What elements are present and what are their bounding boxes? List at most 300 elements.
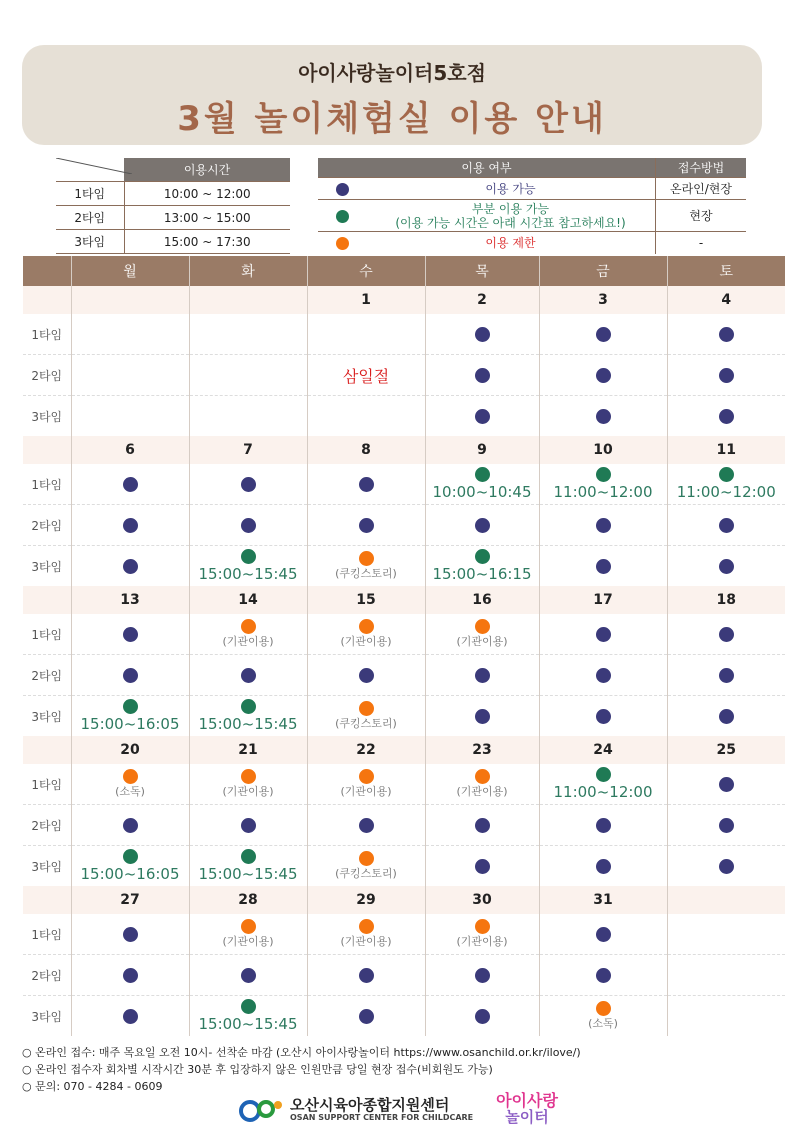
restriction-reason-text: (기관이용)	[222, 635, 274, 648]
slot-cell	[189, 764, 307, 805]
available-dot-icon	[596, 518, 611, 533]
restricted-dot-icon	[475, 919, 490, 934]
slot-cell	[189, 614, 307, 655]
date-cell: 24	[539, 736, 667, 764]
partial-dot-icon	[719, 467, 734, 482]
legend-dot-cell	[318, 178, 366, 200]
slot-cell	[425, 505, 539, 546]
legend-header: 이용 여부	[318, 158, 656, 178]
diagonal-corner	[56, 158, 124, 182]
partial-dot-icon	[475, 549, 490, 564]
slot-cell	[189, 355, 307, 396]
slot-cell	[71, 355, 189, 396]
slot-cell	[667, 314, 785, 355]
slot-row	[23, 764, 785, 805]
available-dot-icon	[123, 1009, 138, 1024]
slot-cell	[667, 355, 785, 396]
time-slot-name: 3타임	[56, 230, 124, 254]
date-cell: 9	[425, 436, 539, 464]
restricted-dot-icon	[359, 701, 374, 716]
date-cell: 22	[307, 736, 425, 764]
slot-label: 3타임	[23, 846, 71, 887]
date-cell: 27	[71, 886, 189, 914]
slot-cell	[667, 846, 785, 887]
method-header: 접수방법	[656, 158, 747, 178]
slot-cell	[307, 655, 425, 696]
slot-cell	[425, 846, 539, 887]
available-dot-icon	[123, 668, 138, 683]
available-dot-icon	[596, 627, 611, 642]
date-cell: 6	[71, 436, 189, 464]
restricted-dot-icon	[241, 769, 256, 784]
slot-label: 1타임	[23, 764, 71, 805]
slot-label: 2타임	[23, 805, 71, 846]
slot-row	[23, 996, 785, 1037]
restriction-reason-text: (기관이용)	[456, 635, 508, 648]
available-dot-icon	[596, 968, 611, 983]
slot-label: 1타임	[23, 314, 71, 355]
available-dot-icon	[359, 518, 374, 533]
slot-cell	[667, 505, 785, 546]
slot-row	[23, 655, 785, 696]
slot-cell	[71, 396, 189, 437]
available-time-text: 11:00~12:00	[553, 783, 653, 801]
slot-row	[23, 396, 785, 437]
date-cell: 16	[425, 586, 539, 614]
slot-cell	[189, 396, 307, 437]
slot-cell	[667, 546, 785, 587]
slot-label: 1타임	[23, 464, 71, 505]
available-time-text: 15:00~15:45	[198, 565, 298, 583]
available-dot-icon	[241, 968, 256, 983]
available-dot-icon	[475, 968, 490, 983]
slot-row	[23, 314, 785, 355]
slot-row	[23, 464, 785, 505]
available-dot-icon	[123, 477, 138, 492]
restriction-reason-text: (기관이용)	[222, 785, 274, 798]
slot-cell	[667, 805, 785, 846]
slot-cell	[307, 696, 425, 737]
available-dot-icon	[475, 368, 490, 383]
slot-cell	[539, 996, 667, 1037]
time-table-header: 이용시간	[124, 158, 290, 182]
available-time-text: 11:00~12:00	[676, 483, 776, 501]
availability-legend	[318, 158, 746, 254]
available-dot-icon	[596, 327, 611, 342]
slot-cell	[189, 696, 307, 737]
slot-cell	[71, 505, 189, 546]
slot-row	[23, 546, 785, 587]
slot-cell	[425, 914, 539, 955]
restriction-reason-text: (기관이용)	[222, 935, 274, 948]
slot-cell	[425, 655, 539, 696]
available-time-text: 15:00~15:45	[198, 865, 298, 883]
slot-label: 2타임	[23, 355, 71, 396]
available-dot-icon	[241, 477, 256, 492]
available-dot-icon	[719, 777, 734, 792]
available-time-text: 15:00~16:05	[80, 715, 180, 733]
osan-logo-icon	[238, 1096, 284, 1124]
available-dot-icon	[123, 968, 138, 983]
available-dot-icon	[123, 559, 138, 574]
slot-cell	[189, 655, 307, 696]
available-dot-icon	[336, 183, 349, 196]
restricted-dot-icon	[359, 769, 374, 784]
time-slot-name: 1타임	[56, 182, 124, 206]
restriction-reason-text: (소독)	[588, 1017, 618, 1030]
slot-cell	[539, 846, 667, 887]
available-dot-icon	[596, 709, 611, 724]
slot-cell	[189, 314, 307, 355]
slot-label: 1타임	[23, 914, 71, 955]
available-dot-icon	[123, 927, 138, 942]
weekday-header: 화	[189, 256, 307, 286]
slot-cell	[189, 505, 307, 546]
weekday-header: 금	[539, 256, 667, 286]
partial-dot-icon	[241, 849, 256, 864]
available-dot-icon	[241, 818, 256, 833]
partial-dot-icon	[123, 849, 138, 864]
restriction-reason-text: (기관이용)	[456, 935, 508, 948]
partial-dot-icon	[241, 999, 256, 1014]
slot-label: 2타임	[23, 655, 71, 696]
slot-cell	[425, 546, 539, 587]
date-row-corner	[23, 436, 71, 464]
date-cell: 30	[425, 886, 539, 914]
available-dot-icon	[359, 968, 374, 983]
legend-method-partial: 현장	[656, 200, 747, 232]
partial-dot-icon	[596, 467, 611, 482]
slot-row	[23, 614, 785, 655]
corner-header	[23, 256, 71, 286]
date-cell: 3	[539, 286, 667, 314]
available-dot-icon	[596, 368, 611, 383]
date-cell: 31	[539, 886, 667, 914]
available-time-text: 15:00~15:45	[198, 715, 298, 733]
slot-cell	[307, 314, 425, 355]
partial-dot-icon	[475, 467, 490, 482]
available-dot-icon	[719, 518, 734, 533]
restricted-dot-icon	[475, 619, 490, 634]
slot-cell	[667, 696, 785, 737]
legend-dot-cell	[318, 232, 366, 254]
available-dot-icon	[241, 518, 256, 533]
calendar-table	[23, 256, 785, 1036]
slot-cell	[71, 805, 189, 846]
legend-label-available: 이용 가능	[366, 178, 656, 200]
slot-cell	[189, 464, 307, 505]
available-dot-icon	[359, 668, 374, 683]
available-dot-icon	[475, 668, 490, 683]
osan-logo-english: OSAN SUPPORT CENTER FOR CHILDCARE	[290, 1113, 474, 1122]
partial-dot-icon	[241, 549, 256, 564]
weekday-header: 수	[307, 256, 425, 286]
restriction-reason-text: (소독)	[115, 785, 145, 798]
date-row-corner	[23, 736, 71, 764]
slot-cell	[307, 396, 425, 437]
date-row-corner	[23, 586, 71, 614]
slot-cell	[425, 955, 539, 996]
slot-cell	[425, 764, 539, 805]
slot-cell	[539, 314, 667, 355]
available-dot-icon	[719, 859, 734, 874]
slot-row	[23, 846, 785, 887]
date-cell: 29	[307, 886, 425, 914]
slot-cell	[189, 546, 307, 587]
available-dot-icon	[596, 409, 611, 424]
footer-notes	[22, 1044, 581, 1095]
available-dot-icon	[241, 668, 256, 683]
slot-cell	[71, 655, 189, 696]
slot-label: 3타임	[23, 396, 71, 437]
available-dot-icon	[475, 1009, 490, 1024]
date-cell: 21	[189, 736, 307, 764]
restricted-dot-icon	[241, 919, 256, 934]
available-dot-icon	[719, 327, 734, 342]
slot-cell	[425, 396, 539, 437]
legend-method-restricted: -	[656, 232, 747, 254]
slot-cell	[71, 314, 189, 355]
slot-cell	[667, 955, 785, 996]
date-row-corner	[23, 286, 71, 314]
slot-cell	[539, 355, 667, 396]
available-time-text: 15:00~16:05	[80, 865, 180, 883]
page-subtitle: 아이사랑놀이터5호점	[298, 61, 486, 85]
slot-label: 2타임	[23, 955, 71, 996]
weekday-header: 월	[71, 256, 189, 286]
date-cell	[189, 286, 307, 314]
restricted-dot-icon	[336, 237, 349, 250]
available-dot-icon	[475, 709, 490, 724]
restricted-dot-icon	[596, 1001, 611, 1016]
partial-dot-icon	[123, 699, 138, 714]
restriction-reason-text: (기관이용)	[340, 785, 392, 798]
date-row	[23, 586, 785, 614]
slot-cell	[71, 914, 189, 955]
slot-cell	[71, 996, 189, 1037]
available-dot-icon	[719, 368, 734, 383]
partial-dot-icon	[336, 210, 349, 223]
ilove-logo-line1: 아이사랑	[496, 1091, 558, 1110]
slot-cell	[539, 805, 667, 846]
slot-cell	[667, 396, 785, 437]
restricted-dot-icon	[241, 619, 256, 634]
available-dot-icon	[359, 477, 374, 492]
date-cell: 7	[189, 436, 307, 464]
slot-cell	[667, 464, 785, 505]
available-dot-icon	[123, 627, 138, 642]
available-dot-icon	[123, 818, 138, 833]
legend-method-available: 온라인/현장	[656, 178, 747, 200]
date-cell: 15	[307, 586, 425, 614]
slot-cell	[71, 764, 189, 805]
slot-cell	[71, 696, 189, 737]
slot-cell	[667, 764, 785, 805]
slot-label: 3타임	[23, 546, 71, 587]
footer-note: ○ 문의: 070 - 4284 - 0609	[22, 1080, 163, 1093]
slot-cell	[425, 805, 539, 846]
weekday-header-row	[23, 256, 785, 286]
available-dot-icon	[475, 818, 490, 833]
date-row	[23, 436, 785, 464]
weekday-header: 토	[667, 256, 785, 286]
slot-cell	[189, 914, 307, 955]
slot-row	[23, 505, 785, 546]
date-cell: 20	[71, 736, 189, 764]
footer-note: ○ 온라인 접수자 회차별 시작시간 30분 후 입장하지 않은 인원만큼 당일 현장 접수(비회원도 가능)	[22, 1063, 493, 1076]
date-cell: 1	[307, 286, 425, 314]
slot-cell	[307, 805, 425, 846]
date-cell: 23	[425, 736, 539, 764]
slot-row	[23, 955, 785, 996]
date-cell	[667, 886, 785, 914]
legend-label-partial	[366, 200, 656, 232]
slot-cell	[307, 996, 425, 1037]
restricted-dot-icon	[359, 851, 374, 866]
slot-row	[23, 355, 785, 396]
available-dot-icon	[359, 1009, 374, 1024]
slot-cell	[539, 614, 667, 655]
slot-cell	[539, 546, 667, 587]
slot-cell	[425, 355, 539, 396]
weekday-header: 목	[425, 256, 539, 286]
available-dot-icon	[596, 668, 611, 683]
slot-cell	[539, 696, 667, 737]
time-slot-name: 2타임	[56, 206, 124, 230]
available-time-text: 11:00~12:00	[553, 483, 653, 501]
partial-dot-icon	[596, 767, 611, 782]
date-cell: 28	[189, 886, 307, 914]
holiday-label: 삼일절	[342, 366, 390, 386]
slot-cell	[425, 996, 539, 1037]
restriction-reason-text: (쿠킹스토리)	[335, 717, 397, 730]
calendar-body	[23, 286, 785, 1036]
slot-row	[23, 914, 785, 955]
diagonal-line	[56, 158, 132, 174]
slot-cell	[307, 846, 425, 887]
slot-cell	[71, 464, 189, 505]
footer-note: ○ 온라인 접수: 매주 목요일 오전 10시- 선착순 마감 (오산시 아이사랑놀이터 https://www.osanchild.or.kr/ilove/)	[22, 1046, 581, 1059]
slot-cell	[189, 805, 307, 846]
available-dot-icon	[475, 409, 490, 424]
date-cell: 8	[307, 436, 425, 464]
slot-cell	[667, 614, 785, 655]
slot-cell	[539, 655, 667, 696]
title-banner	[22, 45, 762, 145]
restricted-dot-icon	[359, 619, 374, 634]
slot-cell	[71, 955, 189, 996]
date-row	[23, 736, 785, 764]
partial-dot-icon	[241, 699, 256, 714]
available-dot-icon	[596, 927, 611, 942]
available-time-text: 10:00~10:45	[432, 483, 532, 501]
slot-row	[23, 805, 785, 846]
slot-row	[23, 696, 785, 737]
available-dot-icon	[596, 859, 611, 874]
slot-cell	[307, 464, 425, 505]
slot-cell	[539, 914, 667, 955]
available-dot-icon	[719, 559, 734, 574]
date-cell: 18	[667, 586, 785, 614]
slot-cell	[667, 655, 785, 696]
restriction-reason-text: (기관이용)	[456, 785, 508, 798]
slot-cell	[425, 314, 539, 355]
date-cell: 14	[189, 586, 307, 614]
slot-cell	[307, 764, 425, 805]
ilove-logo-line2: 놀이터	[505, 1108, 549, 1126]
slot-cell	[539, 396, 667, 437]
available-dot-icon	[596, 559, 611, 574]
slot-label: 2타임	[23, 505, 71, 546]
legend-label-partial-line1: 부분 이용 가능	[471, 201, 550, 216]
restriction-reason-text: (쿠킹스토리)	[335, 867, 397, 880]
slot-cell	[539, 955, 667, 996]
restriction-reason-text: (기관이용)	[340, 635, 392, 648]
time-slot-time: 10:00 ~ 12:00	[124, 182, 290, 206]
available-dot-icon	[719, 709, 734, 724]
slot-cell	[189, 846, 307, 887]
slot-cell	[667, 996, 785, 1037]
date-cell: 17	[539, 586, 667, 614]
slot-cell	[307, 955, 425, 996]
restriction-reason-text: (기관이용)	[340, 935, 392, 948]
slot-label: 3타임	[23, 996, 71, 1037]
available-dot-icon	[359, 818, 374, 833]
slot-cell	[189, 955, 307, 996]
date-row-corner	[23, 886, 71, 914]
slot-cell	[425, 464, 539, 505]
restricted-dot-icon	[359, 551, 374, 566]
date-cell: 11	[667, 436, 785, 464]
slot-cell	[307, 355, 425, 396]
date-cell	[71, 286, 189, 314]
slot-cell	[539, 505, 667, 546]
restricted-dot-icon	[475, 769, 490, 784]
slot-cell	[539, 464, 667, 505]
ilove-playground-logo	[482, 1092, 572, 1128]
restriction-reason-text: (쿠킹스토리)	[335, 567, 397, 580]
available-dot-icon	[475, 859, 490, 874]
date-cell: 10	[539, 436, 667, 464]
time-table	[56, 158, 290, 254]
available-dot-icon	[719, 627, 734, 642]
slot-label: 3타임	[23, 696, 71, 737]
available-dot-icon	[123, 518, 138, 533]
slot-cell	[307, 614, 425, 655]
restricted-dot-icon	[123, 769, 138, 784]
slot-cell	[71, 846, 189, 887]
available-time-text: 15:00~16:15	[432, 565, 532, 583]
slot-cell	[71, 614, 189, 655]
legend-dot-cell	[318, 200, 366, 232]
available-dot-icon	[719, 818, 734, 833]
osan-logo-text: 오산시육아종합지원센터	[290, 1096, 450, 1114]
date-cell: 13	[71, 586, 189, 614]
available-dot-icon	[475, 518, 490, 533]
slot-cell	[539, 764, 667, 805]
available-dot-icon	[719, 409, 734, 424]
available-dot-icon	[475, 327, 490, 342]
page-title: 3월 놀이체험실 이용 안내	[177, 99, 607, 139]
date-cell: 2	[425, 286, 539, 314]
slot-cell	[71, 546, 189, 587]
slot-cell	[425, 696, 539, 737]
available-time-text: 15:00~15:45	[198, 1015, 298, 1033]
slot-cell	[425, 614, 539, 655]
legend-label-restricted: 이용 제한	[485, 236, 536, 251]
date-cell: 4	[667, 286, 785, 314]
time-slot-time: 15:00 ~ 17:30	[124, 230, 290, 254]
